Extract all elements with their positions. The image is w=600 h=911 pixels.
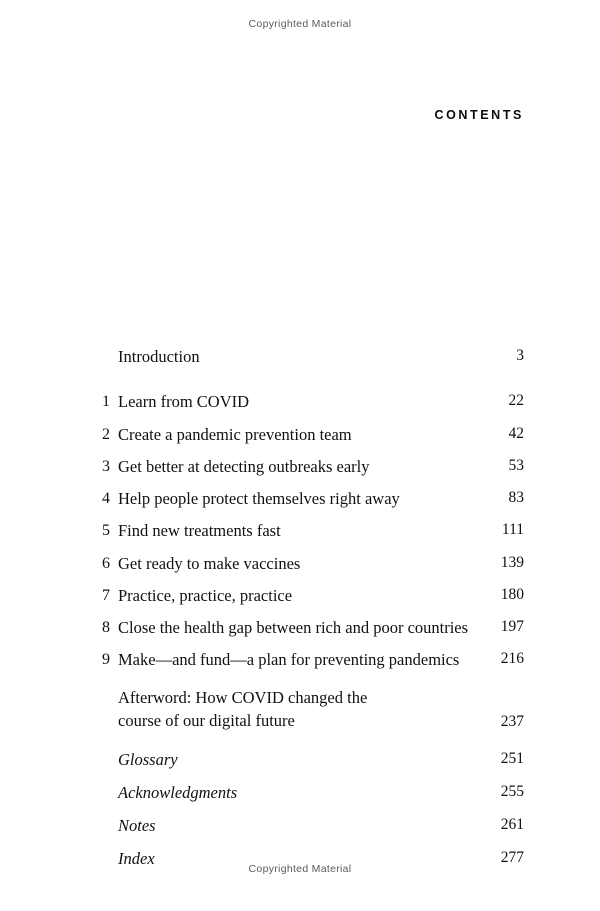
toc-title: Help people protect themselves right away xyxy=(118,489,400,509)
toc-entry-chapter-8[interactable] xyxy=(98,617,524,639)
table-of-contents xyxy=(98,346,524,882)
toc-page-number: 261 xyxy=(500,816,524,834)
toc-number: 8 xyxy=(102,619,110,637)
toc-entry-afterword[interactable] xyxy=(98,686,524,733)
toc-entry-glossary[interactable] xyxy=(98,749,524,771)
toc-entry-chapter-6[interactable] xyxy=(98,553,524,575)
toc-title: Learn from COVID xyxy=(118,392,250,412)
copyright-watermark-top: Copyrighted Material xyxy=(248,18,352,30)
toc-page-number: 277 xyxy=(500,849,524,867)
toc-entry-chapter-7[interactable] xyxy=(98,585,524,607)
toc-page-number: 53 xyxy=(508,456,524,474)
toc-title: Notes xyxy=(118,816,156,836)
toc-entry-acknowledgments[interactable] xyxy=(98,782,524,804)
toc-page-number: 139 xyxy=(500,553,524,571)
toc-title-line-1: Afterword: How COVID changed the xyxy=(118,687,368,707)
toc-page-number: 3 xyxy=(516,347,524,364)
toc-page-number: 255 xyxy=(500,782,524,800)
toc-entry-chapter-3[interactable] xyxy=(98,456,524,478)
toc-title: Create a pandemic prevention team xyxy=(118,424,352,444)
toc-number: 7 xyxy=(102,586,110,604)
page-title: CONTENTS xyxy=(434,108,524,122)
toc-page-number: 237 xyxy=(500,712,524,730)
toc-entry-chapter-9[interactable] xyxy=(98,649,524,671)
toc-page-number: 22 xyxy=(508,392,524,410)
toc-page-number: 197 xyxy=(500,618,524,636)
toc-number: 4 xyxy=(102,490,110,508)
toc-page-number: 180 xyxy=(500,585,524,603)
toc-title: Glossary xyxy=(118,749,178,769)
toc-title: Make—and fund—a plan for preventing pandemics xyxy=(118,650,460,670)
toc-page-number: 111 xyxy=(501,521,524,539)
toc-title: Introduction xyxy=(118,347,200,366)
toc-page-number: 251 xyxy=(500,749,524,767)
toc-page-number: 83 xyxy=(508,489,524,507)
toc-title: Acknowledgments xyxy=(118,782,238,802)
toc-number: 5 xyxy=(102,522,110,540)
toc-entry-chapter-5[interactable] xyxy=(98,520,524,542)
toc-page-number: 42 xyxy=(508,424,524,442)
toc-page-number: 216 xyxy=(500,650,524,668)
toc-number: 6 xyxy=(102,554,110,572)
copyright-watermark-bottom: Copyrighted Material xyxy=(248,863,352,875)
toc-entry-chapter-2[interactable] xyxy=(98,424,524,446)
toc-title-line-2: course of our digital future xyxy=(118,711,295,731)
toc-number: 3 xyxy=(102,457,110,475)
toc-number: 9 xyxy=(102,651,110,669)
toc-entry-chapter-1[interactable] xyxy=(98,391,524,413)
toc-title: Get ready to make vaccines xyxy=(118,553,301,573)
toc-entry-chapter-4[interactable] xyxy=(98,488,524,510)
toc-title: Close the health gap between rich and poor countries xyxy=(118,618,469,638)
toc-title: Index xyxy=(118,849,155,869)
toc-entry-introduction[interactable] xyxy=(98,346,524,368)
toc-title: Find new treatments fast xyxy=(118,521,281,541)
toc-number: 1 xyxy=(102,393,110,411)
toc-title: Get better at detecting outbreaks early xyxy=(118,456,370,476)
toc-entry-notes[interactable] xyxy=(98,815,524,837)
toc-number: 2 xyxy=(102,425,110,443)
toc-title xyxy=(118,686,490,733)
toc-title: Practice, practice, practice xyxy=(118,585,293,605)
